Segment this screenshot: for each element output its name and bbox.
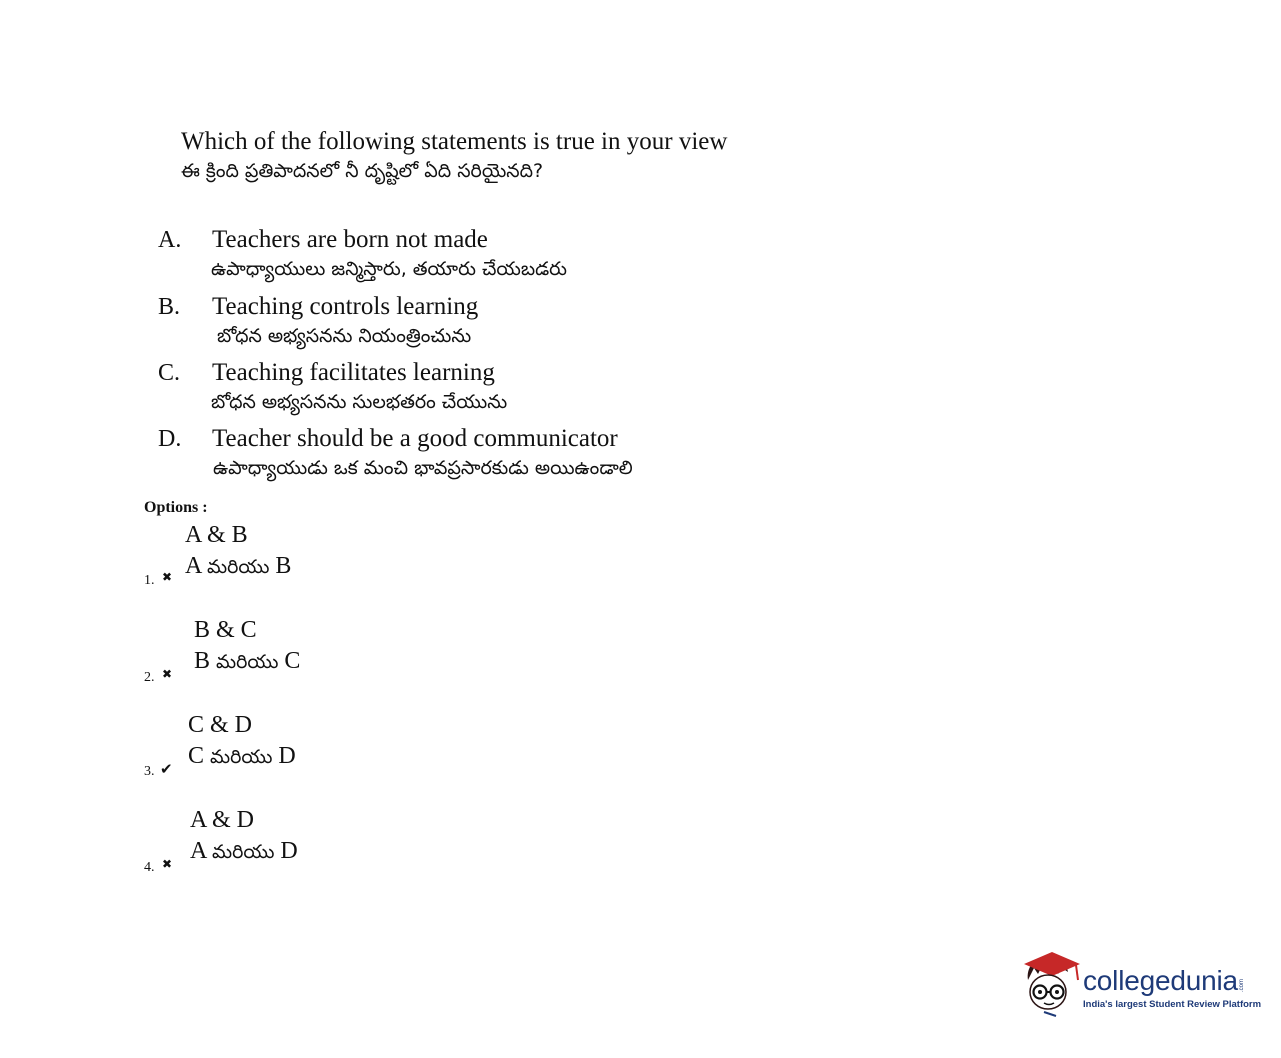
option-english: C & D bbox=[188, 712, 253, 738]
check-icon: ✔ bbox=[160, 760, 173, 778]
logo-wordmark: collegedunia bbox=[1083, 965, 1238, 996]
option-number: 2. bbox=[144, 670, 155, 685]
cross-icon: ✖ bbox=[162, 667, 173, 681]
statement-english: Teachers are born not made bbox=[212, 226, 488, 253]
option-english: A & D bbox=[190, 807, 255, 833]
statement-telugu: బోధన అభ్యసనను నియంత్రించును bbox=[217, 325, 472, 347]
student-mascot-icon bbox=[1022, 950, 1082, 1018]
option-number: 1. bbox=[144, 573, 155, 588]
cross-icon: ✖ bbox=[162, 570, 173, 584]
option-telugu: C మరియు D bbox=[188, 743, 296, 769]
statement-telugu: బోధన అభ్యసనను సులభతరం చేయును bbox=[211, 391, 508, 413]
option-number: 3. bbox=[144, 764, 155, 779]
logo-suffix: .com bbox=[1239, 978, 1245, 992]
option-english: B & C bbox=[194, 617, 257, 643]
statement-letter: D. bbox=[158, 426, 182, 452]
statement-telugu: ఉపాధ్యాయులు జన్మిస్తారు, తయారు చేయబడరు bbox=[211, 258, 567, 280]
cross-icon: ✖ bbox=[162, 857, 173, 871]
statement-english: Teacher should be a good communicator bbox=[212, 425, 618, 452]
option-telugu: A మరియు B bbox=[185, 553, 292, 579]
option-number: 4. bbox=[144, 860, 155, 875]
statement-letter: B. bbox=[158, 294, 181, 320]
statement-letter: C. bbox=[158, 360, 181, 386]
option-telugu: A మరియు D bbox=[190, 838, 298, 864]
options-heading: Options : bbox=[144, 499, 208, 516]
question-english: Which of the following statements is true in your view bbox=[181, 128, 728, 155]
option-english: A & B bbox=[185, 522, 248, 548]
statement-letter: A. bbox=[158, 227, 182, 253]
question-telugu: ఈ క్రింది ప్రతిపాదనలో నీ దృష్టిలో ఏది సరియైనది? bbox=[181, 160, 544, 182]
option-telugu: B మరియు C bbox=[194, 648, 301, 674]
statement-telugu: ఉపాధ్యాయుడు ఒక మంచి భావప్రసారకుడు అయిఉండాలి bbox=[213, 457, 633, 479]
logo-tagline: India's largest Student Review Platform bbox=[1083, 999, 1262, 1010]
statement-english: Teaching facilitates learning bbox=[212, 359, 495, 386]
statement-english: Teaching controls learning bbox=[212, 293, 479, 320]
